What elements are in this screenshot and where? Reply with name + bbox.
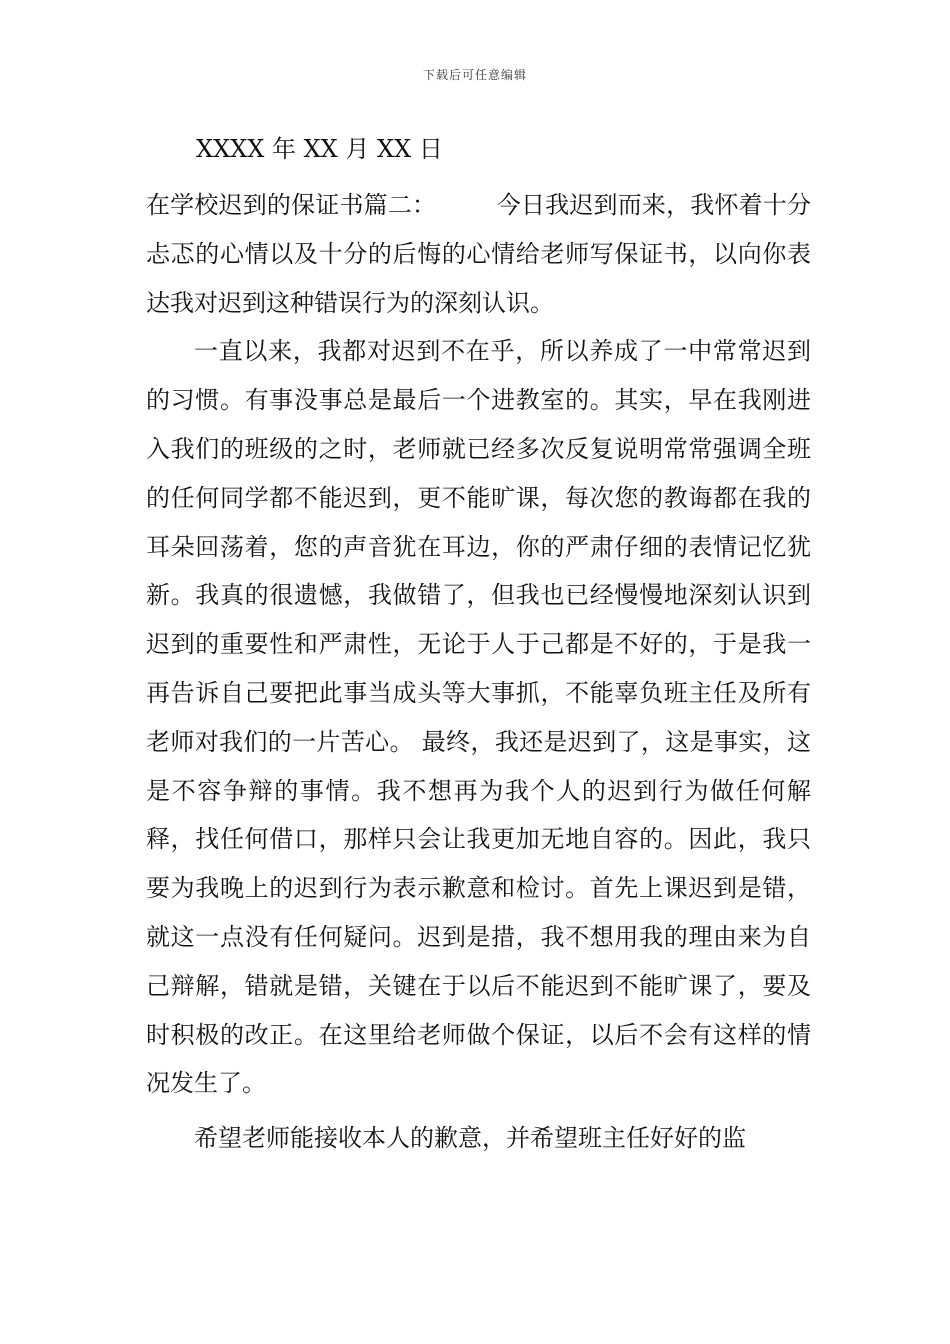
paragraph-main: 一直以来，我都对迟到不在乎，所以养成了一中常常迟到的习惯。有事没事总是最后一个进教室的。其实，早在我刚进入我们的班级的之时，老师就已经多次反复说明常常强调全班的任何同学都不能迟到，更不能旷课，每次您的教诲都在我的耳朵回荡着，您的声音犹在耳边，你的严肃仔细的表情记忆犹新。我真的很遗憾，我做错了，但我也已经慢慢地深刻认识到迟到的重要性和严肃性，无论于人于己都是不好的，于是我一再告诉自己要把此事当成头等大事抓，不能辜负班主任及所有老师对我们的一片苦心。 最终，我还是迟到了，这是事实，这是不容争辩的事情。我不想再为我个人的迟到行为做任何解释，找任何借口，那样只会让我更加无地自容的。因此，我只要为我晚上的迟到行为表示歉意和检讨。首先上课迟到是错，就这一点没有任何疑问。迟到是措，我不想用我的理由来为自己辩解，错就是错，关键在于以后不能迟到不能旷课了，要及时积极的改正。在这里给老师做个保证，以后不会有这样的情况发生了。 bbox=[146, 337, 811, 1098]
paragraph-closing: 希望老师能接收本人的歉意，并希望班主任好好的监 bbox=[194, 1124, 746, 1153]
header-note: 下载后可任意编辑 bbox=[422, 68, 527, 82]
paragraph-intro: 在学校迟到的保证书篇二： 今日我迟到而来，我怀着十分忐忑的心情以及十分的后悔的心情给老师写保证书，以向你表达我对迟到这种错误行为的深刻认识。 bbox=[146, 191, 811, 317]
document-body bbox=[146, 181, 811, 1163]
date-line: XXXX 年 XX 月 XX 日 bbox=[196, 135, 443, 163]
